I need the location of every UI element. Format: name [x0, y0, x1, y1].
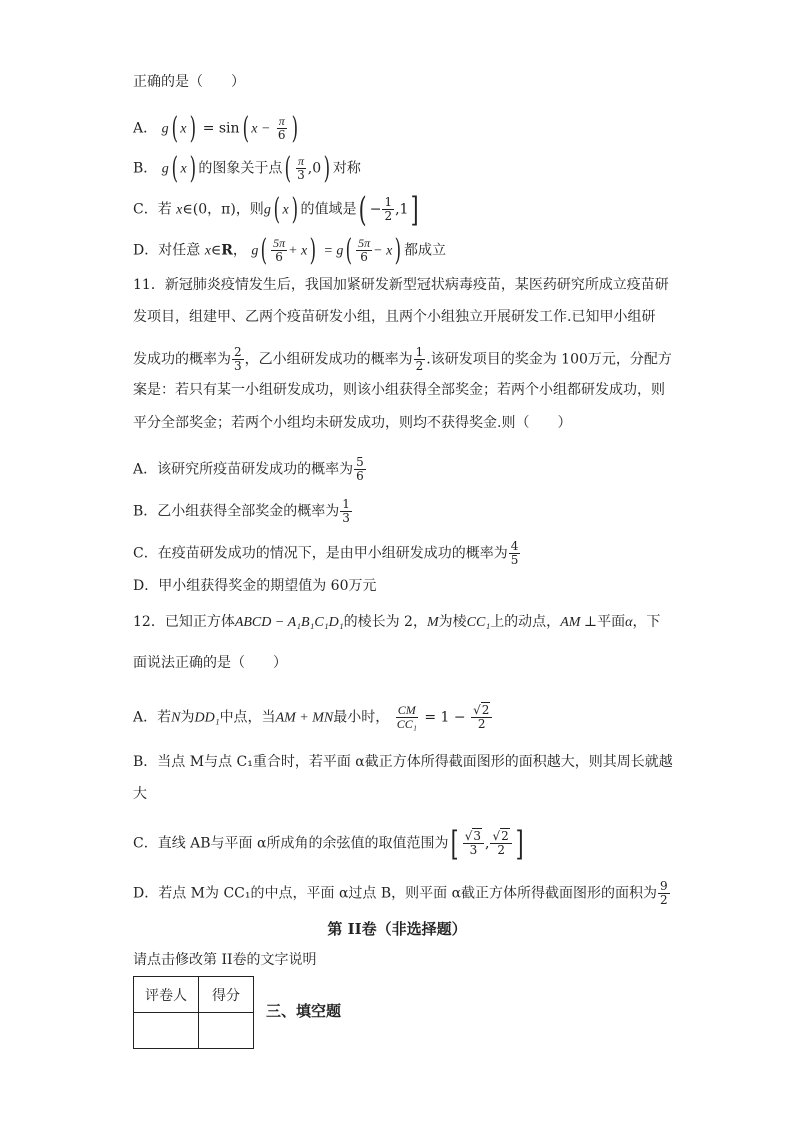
score-header: 得分	[199, 977, 254, 1013]
q11-option-a: A．该研究所疫苗研发成功的概率为 $\frac{5}{6}$	[133, 455, 364, 483]
q12-option-c: C．直线 AB与平面 α所成角的余弦值的取值范围为[ $\frac{√3}{3}$ , $\frac{√2}{2}$ ]	[133, 823, 524, 864]
score-cell	[199, 1013, 254, 1049]
q11-option-d: D．甲小组获得奖金的期望值为 60万元	[133, 578, 377, 594]
grader-cell	[134, 1013, 199, 1049]
q11-option-b: B．乙小组获得全部奖金的概率为 $\frac{1}{3}$	[133, 497, 350, 525]
q12-option-a: A．若N为DD₁中点，当AM + MN最小时， $\frac{CM}{\text{CC₁}}$ = 1 − $\frac{√2}{2}$	[133, 704, 493, 731]
q10-stem-tail: 正确的是（ ）	[133, 74, 245, 90]
section-note[interactable]: 请点击修改第 II卷的文字说明	[133, 952, 317, 968]
q11-stem-line1: 11．新冠肺炎疫情发生后，我国加紧研发新型冠状病毒疫苗，某医药研究所成立疫苗研	[133, 277, 669, 293]
q12-stem-line1: 12．已知正方体ABCD − A₁B₁C₁D₁的棱长为 2，M为棱CC₁上的动点，AM ⊥平面α，下	[133, 614, 661, 630]
fill-blank-title: 三、填空题	[266, 1002, 342, 1020]
q10-option-a: A． g( x) = sin( x − $\frac{\pi}{6}$ )	[133, 110, 298, 146]
q10-option-b: B． g( x) 的图象关于点( $\frac{\pi}{3}$ ,0) 对称	[133, 150, 361, 186]
q11-stem-line4: 案是：若只有某一小组研发成功，则该小组获得全部奖金；若两个小组都研发成功，则	[133, 382, 665, 398]
q10-option-d: D．对任意 x∈R， g( $\frac{5\pi}{6}$ + x) = g( $\frac{5\pi}{6}$ − x) 都成立	[133, 232, 447, 268]
q11-option-c: C．在疫苗研发成功的情况下，是由甲小组研发成功的概率为 $\frac{4}{5}$	[133, 539, 519, 567]
q12-option-b-line2: 大	[133, 786, 147, 802]
q11-stem-line3: 发成功的概率为 $\frac{2}{3}$ ，乙小组研发成功的概率为 $\frac{1}{2}$ .该研发项目的奖金为 100万元，分配方	[133, 345, 672, 373]
section-title: 第 II卷（非选择题）	[327, 920, 467, 938]
q12-option-d: D．若点 M为 CC₁的中点，平面 α过点 B，则平面 α截正方体所得截面图形的面积为 $\frac{9}{2}$	[133, 879, 668, 907]
q11-stem-line5: 平分全部奖金；若两个小组均未研发成功，则均不获得奖金.则（ ）	[133, 415, 572, 431]
q10-option-c: C．若 x∈(0，π)，则g( x) 的值域是( − $\frac{1}{2}$ ,1]	[133, 189, 420, 230]
q11-stem-line2: 发项目，组建甲、乙两个疫苗研发小组，且两个小组独立开展研发工作.已知甲小组研	[133, 309, 656, 325]
frac-pi-6: $\frac{\pi}{6}$	[277, 114, 286, 142]
score-table	[133, 976, 254, 1049]
grader-header: 评卷人	[134, 977, 199, 1013]
q12-option-b-line1: B．当点 M与点 C₁重合时，若平面 α截正方体所得截面图形的面积越大，则其周长就越	[133, 754, 673, 770]
q12-stem-line2: 面说法正确的是（ ）	[133, 655, 287, 671]
